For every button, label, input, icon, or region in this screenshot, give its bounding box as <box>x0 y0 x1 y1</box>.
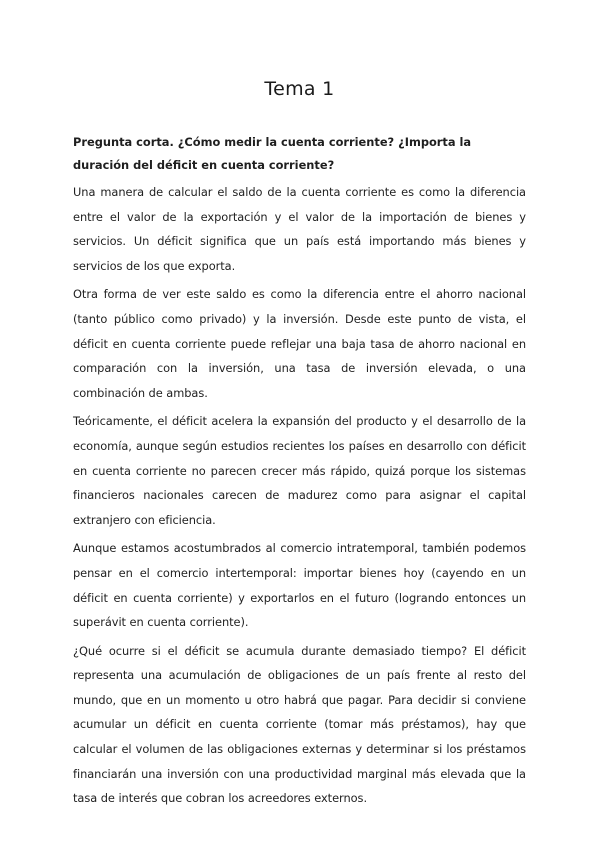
question-heading: Pregunta corta. ¿Cómo medir la cuenta corriente? ¿Importa la duración del déficit en cuenta corriente? <box>73 135 472 172</box>
document-title: Tema 1 <box>264 78 335 100</box>
paragraph-2: Otra forma de ver este saldo es como la diferencia entre el ahorro nacional (tanto público como privado) y la inversión. Desde este punto de vista, el déficit en cuenta corriente puede reflejar una baja tasa de ahorro nacional en comparación con la inversión, una tasa de inversión elevada, o una combinación de ambas. <box>73 287 526 400</box>
paragraph-5: ¿Qué ocurre si el déficit se acumula durante demasiado tiempo? El déficit representa una acumulación de obligaciones de un país frente al resto del mundo, que en un momento u otro habrá que pagar. Para decidir si conviene acumular un déficit en cuenta corriente (tomar más préstamos), hay que calcular el volumen de las obligaciones externas y determinar si los préstamos financiarán una inversión con una productividad marginal más elevada que la tasa de interés que cobran los acreedores externos. <box>73 643 526 806</box>
paragraph-4: Aunque estamos acostumbrados al comercio intratemporal, también podemos pensar en el comercio intertemporal: importar bienes hoy (cayendo en un déficit en cuenta corriente) y exportarlos en el futuro (logrando entonces un superávit en cuenta corriente). <box>73 541 526 630</box>
paragraph-1: Una manera de calcular el saldo de la cuenta corriente es como la diferencia entre el valor de la exportación y el valor de la importación de bienes y servicios. Un déficit significa que un país está importando más bienes y servicios de los que exporta. <box>73 185 526 273</box>
paragraph-3: Teóricamente, el déficit acelera la expansión del producto y el desarrollo de la economía, aunque según estudios recientes los países en desarrollo con déficit en cuenta corriente no parecen crecer más rápido, quizá porque los sistemas financieros nacionales carecen de madurez como para asignar el capital extranjero con eficiencia. <box>73 414 526 527</box>
